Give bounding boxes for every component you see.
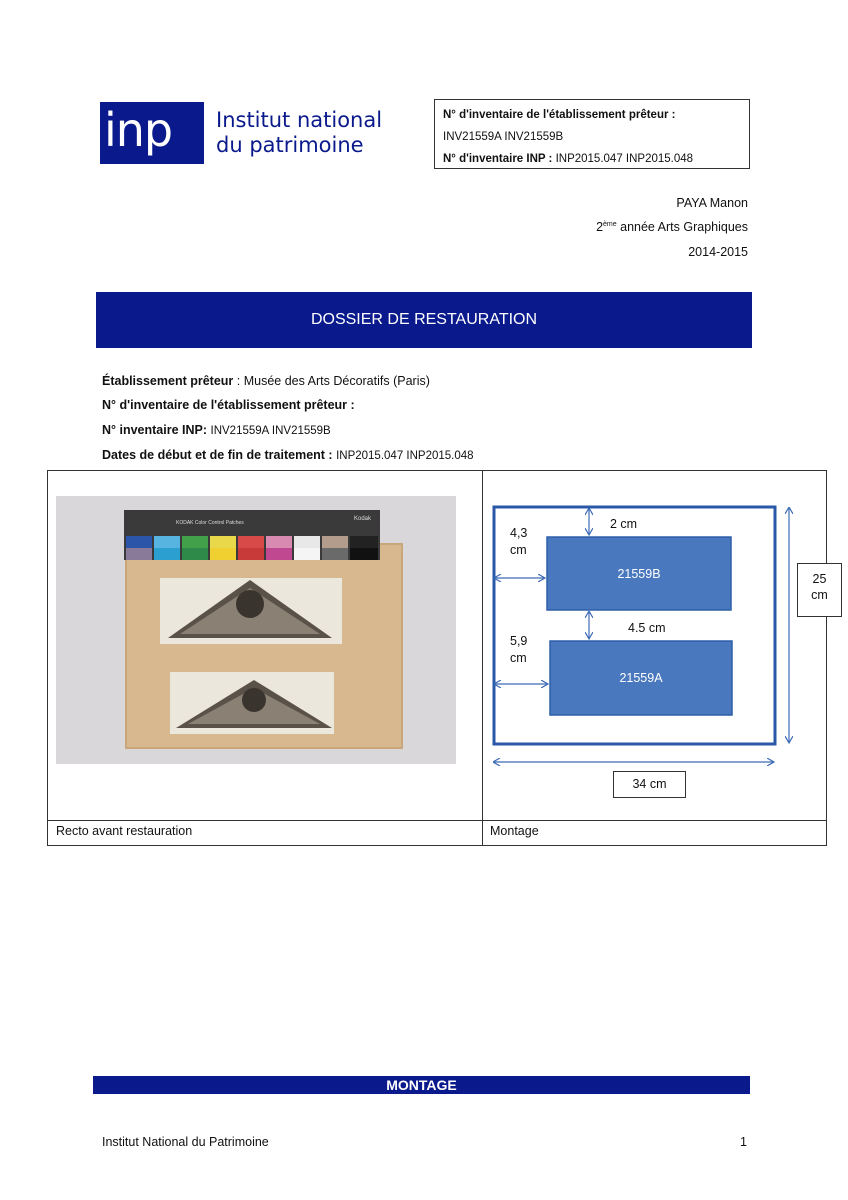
dim-left-top-label-1: 4,3 <box>510 526 528 540</box>
lender-inventory-value: INV21559A INV21559B <box>443 131 564 143</box>
author-program: 2ème année Arts Graphiques <box>596 220 748 234</box>
inp-logo-text <box>216 108 382 158</box>
lender-inventory-label: N° d'inventaire de l'établissement prêteur : <box>443 109 676 121</box>
color-chart-text: KODAK Color Control Patches <box>176 520 244 526</box>
caption-montage: Montage <box>490 824 539 838</box>
block-21559a-label: 21559A <box>619 671 663 685</box>
height-label-2: cm <box>811 588 828 602</box>
field-inp-inventory: N° inventaire INP: INV21559A INV21559B <box>102 423 331 437</box>
author-name: PAYA Manon <box>676 196 748 210</box>
inp-logo-mark: inp <box>100 102 204 164</box>
dim-left-bottom-label-2: cm <box>510 651 527 665</box>
dim-top-label: 2 cm <box>610 517 638 531</box>
logo-line-1: Institut national <box>216 108 383 132</box>
page-title: DOSSIER DE RESTAURATION <box>96 292 752 348</box>
dim-left-top-label-2: cm <box>510 543 527 557</box>
author-period: 2014-2015 <box>688 245 748 259</box>
color-chart-brand: Kodak <box>354 516 372 522</box>
field-lender-inventory: N° d'inventaire de l'établissement prêteur : <box>102 398 355 412</box>
height-box <box>797 563 842 617</box>
dim-left-bottom-label-1: 5,9 <box>510 634 528 648</box>
page-number: 1 <box>740 1135 747 1149</box>
height-label-1: 25 <box>812 572 827 586</box>
block-21559b-label: 21559B <box>617 566 661 581</box>
table-caption-rule <box>47 820 827 821</box>
footer-institution: Institut National du Patrimoine <box>102 1135 269 1149</box>
width-box: 34 cm <box>613 771 686 798</box>
field-lender: Établissement prêteur : Musée des Arts Décoratifs (Paris) <box>102 374 430 388</box>
field-treatment-dates: Dates de début et de fin de traitement : INP2015.047 INP2015.048 <box>102 448 474 462</box>
inp-inventory-label: N° d'inventaire INP : <box>443 153 553 165</box>
recto-photo <box>56 496 456 764</box>
caption-recto: Recto avant restauration <box>56 824 193 838</box>
dim-between-label: 4.5 cm <box>628 621 666 635</box>
inp-inventory-value: INP2015.047 INP2015.048 <box>555 153 694 165</box>
table-divider <box>482 470 483 846</box>
section-banner-montage: MONTAGE <box>93 1076 750 1094</box>
logo-line-2: du patrimoine <box>216 133 364 157</box>
inventory-box <box>434 99 750 169</box>
